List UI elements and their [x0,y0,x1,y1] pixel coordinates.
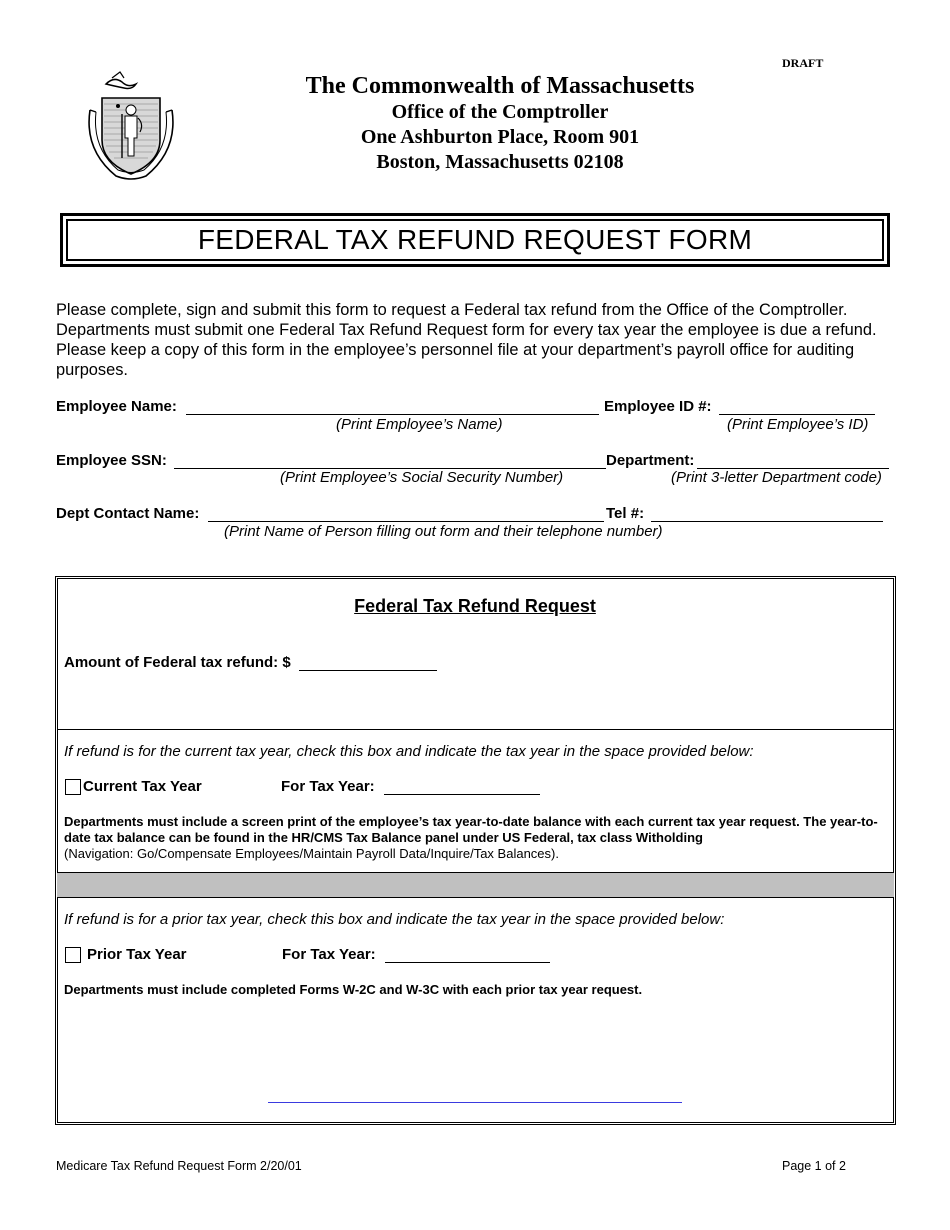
employee-name-field[interactable] [186,399,599,415]
tel-field[interactable] [651,506,883,522]
draft-label: DRAFT [782,56,824,70]
header-office: Office of the Comptroller [391,101,609,123]
prior-tax-year-field[interactable] [385,947,550,963]
prior-year-instruction: If refund is for a prior tax year, check this box and indicate the tax year in the space provided below: [64,911,725,928]
header-city: Boston, Massachusetts 02108 [376,151,624,173]
footer-form-id: Medicare Tax Refund Request Form 2/20/01 [56,1159,302,1173]
signature-line [268,1102,682,1103]
employee-name-label: Employee Name: [56,398,177,415]
current-year-note-bold: Departments must include a screen print of the employee’s tax year-to-date balance with each current tax year request. The year-to-date tax balance can be found in the HR/CMS Tax Balance panel under US Federal, tax class Witholding [64,814,878,845]
form-title-box [60,213,890,267]
refund-request-title: Federal Tax Refund Request [354,596,596,616]
current-tax-year-checkbox[interactable] [65,779,81,795]
dept-contact-field[interactable] [208,506,604,522]
current-tax-year-field[interactable] [384,779,540,795]
current-for-tax-year-label: For Tax Year: [281,778,375,795]
employee-id-field[interactable] [719,399,875,415]
commonwealth-seal-icon [82,70,180,182]
dept-contact-label: Dept Contact Name: [56,505,200,522]
intro-paragraph: Please complete, sign and submit this form to request a Federal tax refund from the Office of the Comptroller. Departments must submit one Federal Tax Refund Request form for every tax year the employee is due a refund. Please keep a copy of this form in the employee’s personnel file at your department’s payroll office for auditing purposes. [56,301,877,379]
prior-for-tax-year-label: For Tax Year: [282,946,376,963]
employee-name-hint: (Print Employee’s Name) [336,416,503,433]
prior-tax-year-label: Prior Tax Year [87,946,187,963]
employee-ssn-field[interactable] [174,453,606,469]
refund-amount-label: Amount of Federal tax refund: $ [64,654,291,671]
header-commonwealth: The Commonwealth of Massachusetts [305,73,695,99]
department-hint: (Print 3-letter Department code) [671,469,882,486]
employee-id-hint: (Print Employee’s ID) [727,416,869,433]
footer-page-number: Page 1 of 2 [782,1159,846,1173]
current-year-note [64,814,886,862]
employee-ssn-hint: (Print Employee’s Social Security Number) [280,469,564,486]
dept-contact-hint: (Print Name of Person filling out form and their telephone number) [224,523,663,540]
header-address: One Ashburton Place, Room 901 [360,126,640,148]
prior-tax-year-checkbox[interactable] [65,947,81,963]
department-field[interactable] [697,453,889,469]
section-divider [57,729,894,730]
department-label: Department: [606,452,695,469]
employee-id-label: Employee ID #: [604,398,712,415]
form-title: FEDERAL TAX REFUND REQUEST FORM [66,219,884,261]
current-year-note-navigation: (Navigation: Go/Compensate Employees/Maintain Payroll Data/Inquire/Tax Balances). [64,846,559,861]
employee-ssn-label: Employee SSN: [56,452,167,469]
section-separator-band [57,872,894,898]
prior-year-note: Departments must include completed Forms W-2C and W-3C with each prior tax year request. [64,982,643,997]
agency-header [250,72,750,175]
tel-label: Tel #: [606,505,645,522]
current-tax-year-label: Current Tax Year [83,778,202,795]
refund-amount-field[interactable] [299,655,437,671]
current-year-instruction: If refund is for the current tax year, check this box and indicate the tax year in the space provided below: [64,743,754,760]
